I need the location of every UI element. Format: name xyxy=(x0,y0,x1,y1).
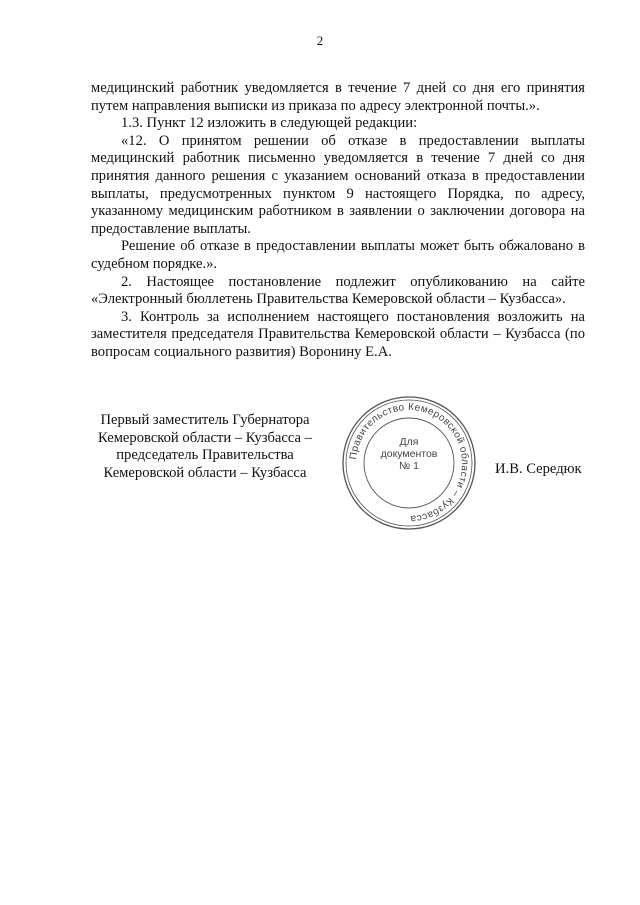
official-stamp xyxy=(340,394,478,532)
document-body xyxy=(91,80,585,362)
stamp-ring-text: Правительство Кемеровской области – Кузбасса xyxy=(348,401,471,525)
signer-position xyxy=(86,412,324,482)
paragraph-control: 3. Контроль за исполнением настоящего постановления возложить на заместителя председателя Правительства Кемеровской области – Кузбасса (по вопросам социального развития) Воронину Е.А. xyxy=(91,308,585,360)
signer-position-line: Кемеровской области – Кузбасса – xyxy=(98,429,312,446)
stamp-center-line: Для xyxy=(399,436,419,448)
signer-position-line: Первый заместитель Губернатора xyxy=(100,412,310,428)
paragraph-continuation: медицинский работник уведомляется в течение 7 дней со дня его принятия путем направления выписки из приказа по адресу электронной почты.». xyxy=(91,80,585,114)
paragraph-item-12: «12. О принятом решении об отказе в предоставлении выплаты медицинский работник письменно уведомляется в течение 7 дней со дня принятия данного решения с указанием оснований отказа в предоставлении выплаты, предусмотренных пунктом 9 настоящего Порядка, по адресу, указанному медицинским работником в заявлении о заключении договора на предоставление выплаты. xyxy=(91,132,585,237)
paragraph-appeal: Решение об отказе в предоставлении выплаты может быть обжаловано в судебном порядке.». xyxy=(91,238,585,272)
page-number: 2 xyxy=(316,33,324,48)
signer-position-line: Кемеровской области – Кузбасса xyxy=(103,464,307,481)
paragraph-publication: 2. Настоящее постановление подлежит опубликованию на сайте «Электронный бюллетень Правительства Кемеровской области – Кузбасса». xyxy=(91,273,585,308)
paragraph-item-1-3: 1.3. Пункт 12 изложить в следующей редакции: xyxy=(121,115,418,132)
stamp-center-line: документов xyxy=(380,448,438,460)
stamp-center-line: № 1 xyxy=(398,460,420,472)
stamp-center-text xyxy=(360,436,458,472)
signer-position-line: председатель Правительства xyxy=(116,447,294,464)
signer-name: И.В. Середюк xyxy=(495,461,582,477)
